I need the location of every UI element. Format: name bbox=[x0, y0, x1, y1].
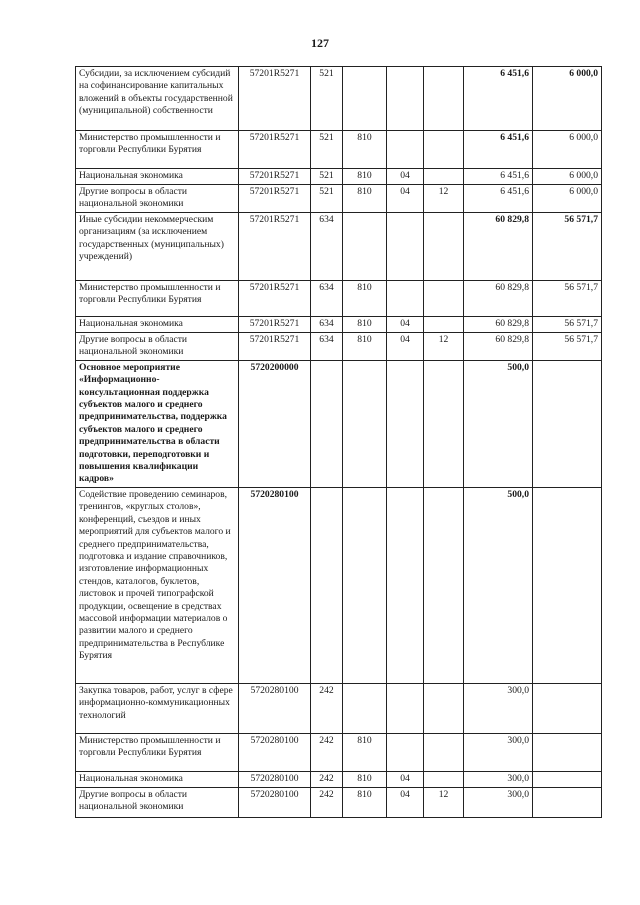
cell-rz: 04 bbox=[387, 787, 424, 817]
cell-vr: 634 bbox=[311, 316, 343, 332]
cell-pr bbox=[424, 733, 464, 771]
table-row bbox=[76, 316, 602, 332]
cell-name: Министерство промышленности и торговли Республики Бурятия bbox=[76, 131, 239, 169]
table-row bbox=[76, 733, 602, 771]
cell-pr bbox=[424, 683, 464, 733]
cell-gr: 810 bbox=[343, 787, 387, 817]
cell-name: Другие вопросы в области национальной экономики bbox=[76, 332, 239, 360]
cell-amt2: 56 571,7 bbox=[533, 332, 602, 360]
cell-pr: 12 bbox=[424, 185, 464, 213]
cell-amt1: 500,0 bbox=[464, 360, 533, 487]
cell-amt2: 56 571,7 bbox=[533, 280, 602, 316]
cell-pr bbox=[424, 487, 464, 683]
cell-code: 57201R5271 bbox=[239, 332, 311, 360]
cell-code: 57201R5271 bbox=[239, 67, 311, 131]
cell-amt1: 60 829,8 bbox=[464, 212, 533, 280]
cell-pr bbox=[424, 771, 464, 787]
table-row bbox=[76, 212, 602, 280]
cell-vr bbox=[311, 487, 343, 683]
cell-gr: 810 bbox=[343, 332, 387, 360]
cell-name: Закупка товаров, работ, услуг в сфере информационно-коммуникационных технологий bbox=[76, 683, 239, 733]
cell-rz bbox=[387, 360, 424, 487]
cell-code: 57201R5271 bbox=[239, 280, 311, 316]
cell-amt2: 6 000,0 bbox=[533, 185, 602, 213]
cell-code: 57201R5271 bbox=[239, 185, 311, 213]
cell-name: Национальная экономика bbox=[76, 771, 239, 787]
cell-rz bbox=[387, 67, 424, 131]
cell-amt2: 56 571,7 bbox=[533, 212, 602, 280]
cell-gr bbox=[343, 487, 387, 683]
cell-pr: 12 bbox=[424, 332, 464, 360]
cell-rz bbox=[387, 733, 424, 771]
cell-amt2 bbox=[533, 360, 602, 487]
cell-amt2: 56 571,7 bbox=[533, 316, 602, 332]
cell-name: Субсидии, за исключением субсидий на софинансирование капитальных вложений в объекты государственной (муниципальной) собственности bbox=[76, 67, 239, 131]
cell-vr: 242 bbox=[311, 683, 343, 733]
cell-amt1: 6 451,6 bbox=[464, 131, 533, 169]
cell-name: Национальная экономика bbox=[76, 316, 239, 332]
cell-pr: 12 bbox=[424, 787, 464, 817]
cell-gr: 810 bbox=[343, 316, 387, 332]
table-row bbox=[76, 131, 602, 169]
cell-gr: 810 bbox=[343, 131, 387, 169]
table-body bbox=[76, 67, 602, 818]
cell-pr bbox=[424, 131, 464, 169]
cell-name: Содействие проведению семинаров, тренингов, «круглых столов», конференций, съездов и иных мероприятий для субъектов малого и среднего предпринимательства, подготовка и издание справочников, изготовление информационных стендов, каталогов, буклетов, листовок и прочей типографской продукции, освещение в средствах массовой информации материалов о развитии малого и среднего предпринимательства в Республике Бурятия bbox=[76, 487, 239, 683]
cell-gr bbox=[343, 360, 387, 487]
cell-rz: 04 bbox=[387, 316, 424, 332]
cell-amt2 bbox=[533, 683, 602, 733]
cell-vr: 242 bbox=[311, 733, 343, 771]
cell-vr: 634 bbox=[311, 212, 343, 280]
cell-rz bbox=[387, 280, 424, 316]
table-row bbox=[76, 787, 602, 817]
cell-amt2: 6 000,0 bbox=[533, 131, 602, 169]
cell-rz: 04 bbox=[387, 771, 424, 787]
cell-code: 5720280100 bbox=[239, 787, 311, 817]
cell-amt1: 300,0 bbox=[464, 733, 533, 771]
cell-gr bbox=[343, 683, 387, 733]
budget-table bbox=[75, 66, 602, 818]
cell-vr: 521 bbox=[311, 169, 343, 185]
cell-pr bbox=[424, 212, 464, 280]
cell-vr: 521 bbox=[311, 131, 343, 169]
cell-amt1: 6 451,6 bbox=[464, 185, 533, 213]
page-number: 127 bbox=[311, 36, 329, 50]
table-row bbox=[76, 280, 602, 316]
cell-gr: 810 bbox=[343, 169, 387, 185]
cell-code: 57201R5271 bbox=[239, 212, 311, 280]
table-row bbox=[76, 332, 602, 360]
cell-code: 5720280100 bbox=[239, 733, 311, 771]
table-row bbox=[76, 771, 602, 787]
cell-amt1: 6 451,6 bbox=[464, 67, 533, 131]
cell-code: 5720280100 bbox=[239, 771, 311, 787]
cell-amt2 bbox=[533, 733, 602, 771]
cell-amt1: 500,0 bbox=[464, 487, 533, 683]
cell-gr bbox=[343, 212, 387, 280]
cell-amt1: 300,0 bbox=[464, 771, 533, 787]
cell-pr bbox=[424, 316, 464, 332]
cell-vr bbox=[311, 360, 343, 487]
cell-vr: 521 bbox=[311, 185, 343, 213]
table-row bbox=[76, 67, 602, 131]
cell-code: 57201R5271 bbox=[239, 169, 311, 185]
table-row bbox=[76, 487, 602, 683]
cell-amt1: 300,0 bbox=[464, 683, 533, 733]
table-row bbox=[76, 683, 602, 733]
cell-gr: 810 bbox=[343, 280, 387, 316]
cell-vr: 242 bbox=[311, 787, 343, 817]
cell-code: 57201R5271 bbox=[239, 316, 311, 332]
cell-name: Министерство промышленности и торговли Республики Бурятия bbox=[76, 280, 239, 316]
cell-gr: 810 bbox=[343, 733, 387, 771]
cell-pr bbox=[424, 169, 464, 185]
cell-amt1: 6 451,6 bbox=[464, 169, 533, 185]
cell-amt1: 300,0 bbox=[464, 787, 533, 817]
cell-pr bbox=[424, 67, 464, 131]
cell-rz bbox=[387, 212, 424, 280]
cell-vr: 634 bbox=[311, 332, 343, 360]
cell-amt1: 60 829,8 bbox=[464, 332, 533, 360]
cell-rz: 04 bbox=[387, 169, 424, 185]
cell-code: 5720280100 bbox=[239, 487, 311, 683]
cell-pr bbox=[424, 280, 464, 316]
cell-amt1: 60 829,8 bbox=[464, 316, 533, 332]
cell-amt1: 60 829,8 bbox=[464, 280, 533, 316]
cell-name: Национальная экономика bbox=[76, 169, 239, 185]
cell-name: Иные субсидии некоммерческим организациям (за исключением государственных (муниципальных) учреждений) bbox=[76, 212, 239, 280]
cell-gr bbox=[343, 67, 387, 131]
cell-gr: 810 bbox=[343, 771, 387, 787]
cell-amt2: 6 000,0 bbox=[533, 67, 602, 131]
table-row bbox=[76, 169, 602, 185]
cell-vr: 521 bbox=[311, 67, 343, 131]
cell-pr bbox=[424, 360, 464, 487]
cell-name: Другие вопросы в области национальной экономики bbox=[76, 185, 239, 213]
cell-gr: 810 bbox=[343, 185, 387, 213]
table-row bbox=[76, 360, 602, 487]
cell-amt2 bbox=[533, 787, 602, 817]
cell-amt2 bbox=[533, 487, 602, 683]
cell-amt2: 6 000,0 bbox=[533, 169, 602, 185]
cell-vr: 634 bbox=[311, 280, 343, 316]
table-row bbox=[76, 185, 602, 213]
cell-rz: 04 bbox=[387, 332, 424, 360]
cell-rz bbox=[387, 683, 424, 733]
cell-rz bbox=[387, 487, 424, 683]
cell-code: 5720200000 bbox=[239, 360, 311, 487]
cell-code: 57201R5271 bbox=[239, 131, 311, 169]
cell-name: Основное мероприятие «Информационно-консультационная поддержка субъектов малого и среднего предпринимательства, поддержка субъектов малого и среднего предпринимательства в области подготовки, переподготовки и повышения квалификации кадров» bbox=[76, 360, 239, 487]
cell-code: 5720280100 bbox=[239, 683, 311, 733]
cell-name: Министерство промышленности и торговли Республики Бурятия bbox=[76, 733, 239, 771]
cell-rz: 04 bbox=[387, 185, 424, 213]
cell-name: Другие вопросы в области национальной экономики bbox=[76, 787, 239, 817]
cell-vr: 242 bbox=[311, 771, 343, 787]
cell-amt2 bbox=[533, 771, 602, 787]
cell-rz bbox=[387, 131, 424, 169]
